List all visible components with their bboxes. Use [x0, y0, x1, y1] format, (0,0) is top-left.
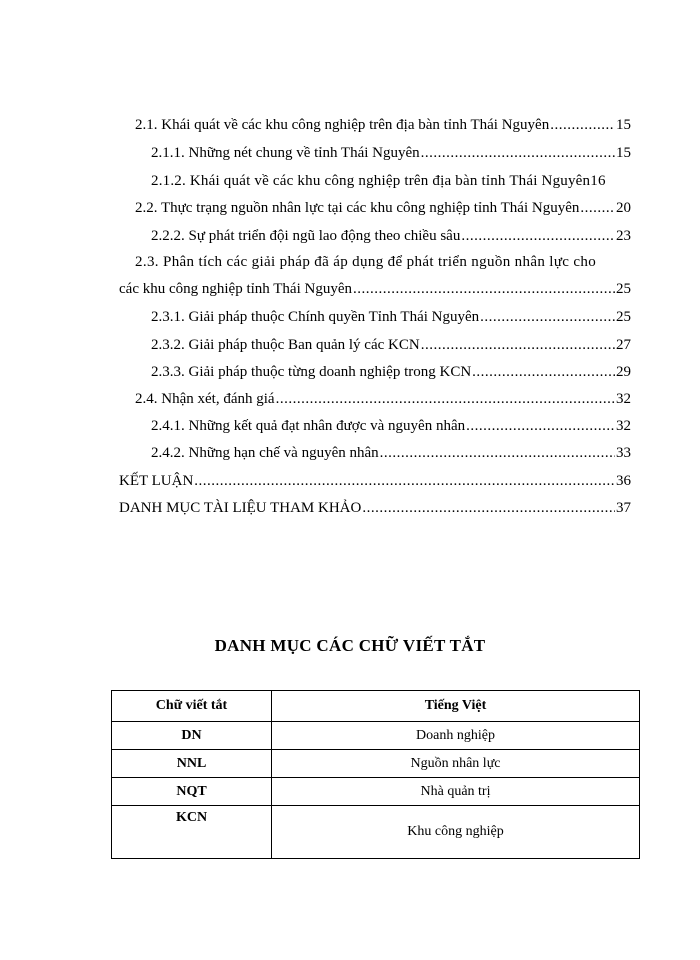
header-abbreviation: Chữ viết tắt	[112, 691, 272, 722]
table-row	[112, 722, 640, 750]
toc-entry-title: 2.1.1. Những nét chung về tỉnh Thái Nguyên	[151, 145, 420, 161]
toc-entry-page: 37	[616, 500, 631, 516]
abbr-cell: NQT	[112, 778, 272, 806]
toc-entry[interactable]	[151, 142, 631, 164]
toc-entry[interactable]	[151, 442, 631, 464]
toc-entry[interactable]	[119, 497, 631, 519]
abbr-cell: NNL	[112, 750, 272, 778]
toc-entry-page: 29	[616, 364, 631, 380]
table-row	[112, 806, 640, 859]
toc-entry-page: 32	[616, 418, 631, 434]
toc-dot-leader	[421, 334, 615, 356]
toc-entry-title: 2.2. Thực trạng nguồn nhân lực tại các khu công nghiệp tỉnh Thái Nguyên	[135, 200, 580, 216]
toc-dot-leader	[472, 361, 615, 383]
toc-entry-title: KẾT LUẬN	[119, 473, 194, 489]
toc-entry-title: 2.3.3. Giải pháp thuộc từng doanh nghiệp trong KCN	[151, 364, 472, 380]
toc-entry-page: 15	[616, 145, 631, 161]
toc-dot-leader	[421, 142, 615, 164]
toc-dot-leader	[550, 114, 615, 136]
full-term-cell: Nhà quản trị	[272, 778, 640, 806]
toc-dot-leader	[580, 197, 615, 219]
toc-entry[interactable]	[151, 225, 631, 247]
toc-entry-title: DANH MỤC TÀI LIỆU THAM KHẢO	[119, 500, 362, 516]
toc-entry-page: 15	[616, 117, 631, 133]
abbreviations-title: DANH MỤC CÁC CHỮ VIẾT TẮT	[214, 636, 486, 655]
toc-entry[interactable]	[135, 388, 631, 410]
toc-entry-title: 2.4.1. Những kết quả đạt nhân được và nguyên nhân	[151, 418, 466, 434]
toc-entry-page: 36	[616, 473, 631, 489]
toc-entry[interactable]	[135, 114, 631, 136]
toc-entry-title: 2.4. Nhận xét, đánh giá	[135, 391, 275, 407]
toc-dot-leader	[461, 225, 615, 247]
toc-dot-leader	[276, 388, 615, 410]
toc-entry-title: 2.3.1. Giải pháp thuộc Chính quyền Tỉnh Thái Nguyên	[151, 309, 480, 325]
toc-entry[interactable]	[151, 361, 631, 383]
toc-entry-page: 25	[616, 281, 631, 297]
toc-dot-leader	[480, 306, 615, 328]
toc-dot-leader	[194, 470, 615, 492]
toc-entry[interactable]	[151, 334, 631, 356]
toc-entry-wrapped-line[interactable]	[135, 251, 631, 273]
toc-entry[interactable]	[151, 306, 631, 328]
toc-entry-title: 2.4.2. Những hạn chế và nguyên nhân	[151, 445, 379, 461]
toc-entry-page: 33	[616, 445, 631, 461]
toc-entry[interactable]	[119, 278, 631, 300]
toc-dot-leader	[362, 497, 615, 519]
toc-entry[interactable]	[151, 170, 631, 192]
toc-dot-leader	[380, 442, 615, 464]
toc-entry-page: 25	[616, 309, 631, 325]
full-term-cell: Khu công nghiệp	[272, 806, 640, 859]
table-row	[112, 778, 640, 806]
toc-entry-title: 2.1.2. Khái quát về các khu công nghiệp trên địa bàn tỉnh Thái Nguyên	[151, 173, 591, 189]
toc-entry-page: 27	[616, 337, 631, 353]
toc-entry-title: 2.1. Khái quát về các khu công nghiệp trên địa bàn tỉnh Thái Nguyên	[135, 117, 550, 133]
full-term-cell: Nguồn nhân lực	[272, 750, 640, 778]
toc-entry[interactable]	[135, 197, 631, 219]
toc-dot-leader	[353, 278, 615, 300]
abbr-cell: KCN	[112, 806, 272, 859]
toc-entry[interactable]	[119, 470, 631, 492]
table-row	[112, 750, 640, 778]
toc-entry[interactable]	[151, 415, 631, 437]
toc-entry-page: 16	[590, 173, 606, 189]
toc-entry-title: 2.2.2. Sự phát triển đội ngũ lao động theo chiều sâu	[151, 228, 461, 244]
toc-entry-title-line1: 2.3. Phân tích các giải pháp đã áp dụng để phát triển nguồn nhân lực cho	[135, 254, 597, 270]
toc-entry-page: 32	[616, 391, 631, 407]
abbreviations-table	[111, 690, 640, 859]
full-term-cell: Doanh nghiệp	[272, 722, 640, 750]
toc-dot-leader	[466, 415, 615, 437]
table-header-row	[112, 691, 640, 722]
toc-entry-page: 20	[616, 200, 631, 216]
header-vietnamese: Tiếng Việt	[272, 691, 640, 722]
abbr-cell: DN	[112, 722, 272, 750]
toc-entry-page: 23	[616, 228, 631, 244]
toc-entry-title-line2: các khu công nghiệp tỉnh Thái Nguyên	[119, 281, 352, 297]
toc-entry-title: 2.3.2. Giải pháp thuộc Ban quản lý các KCN	[151, 337, 420, 353]
